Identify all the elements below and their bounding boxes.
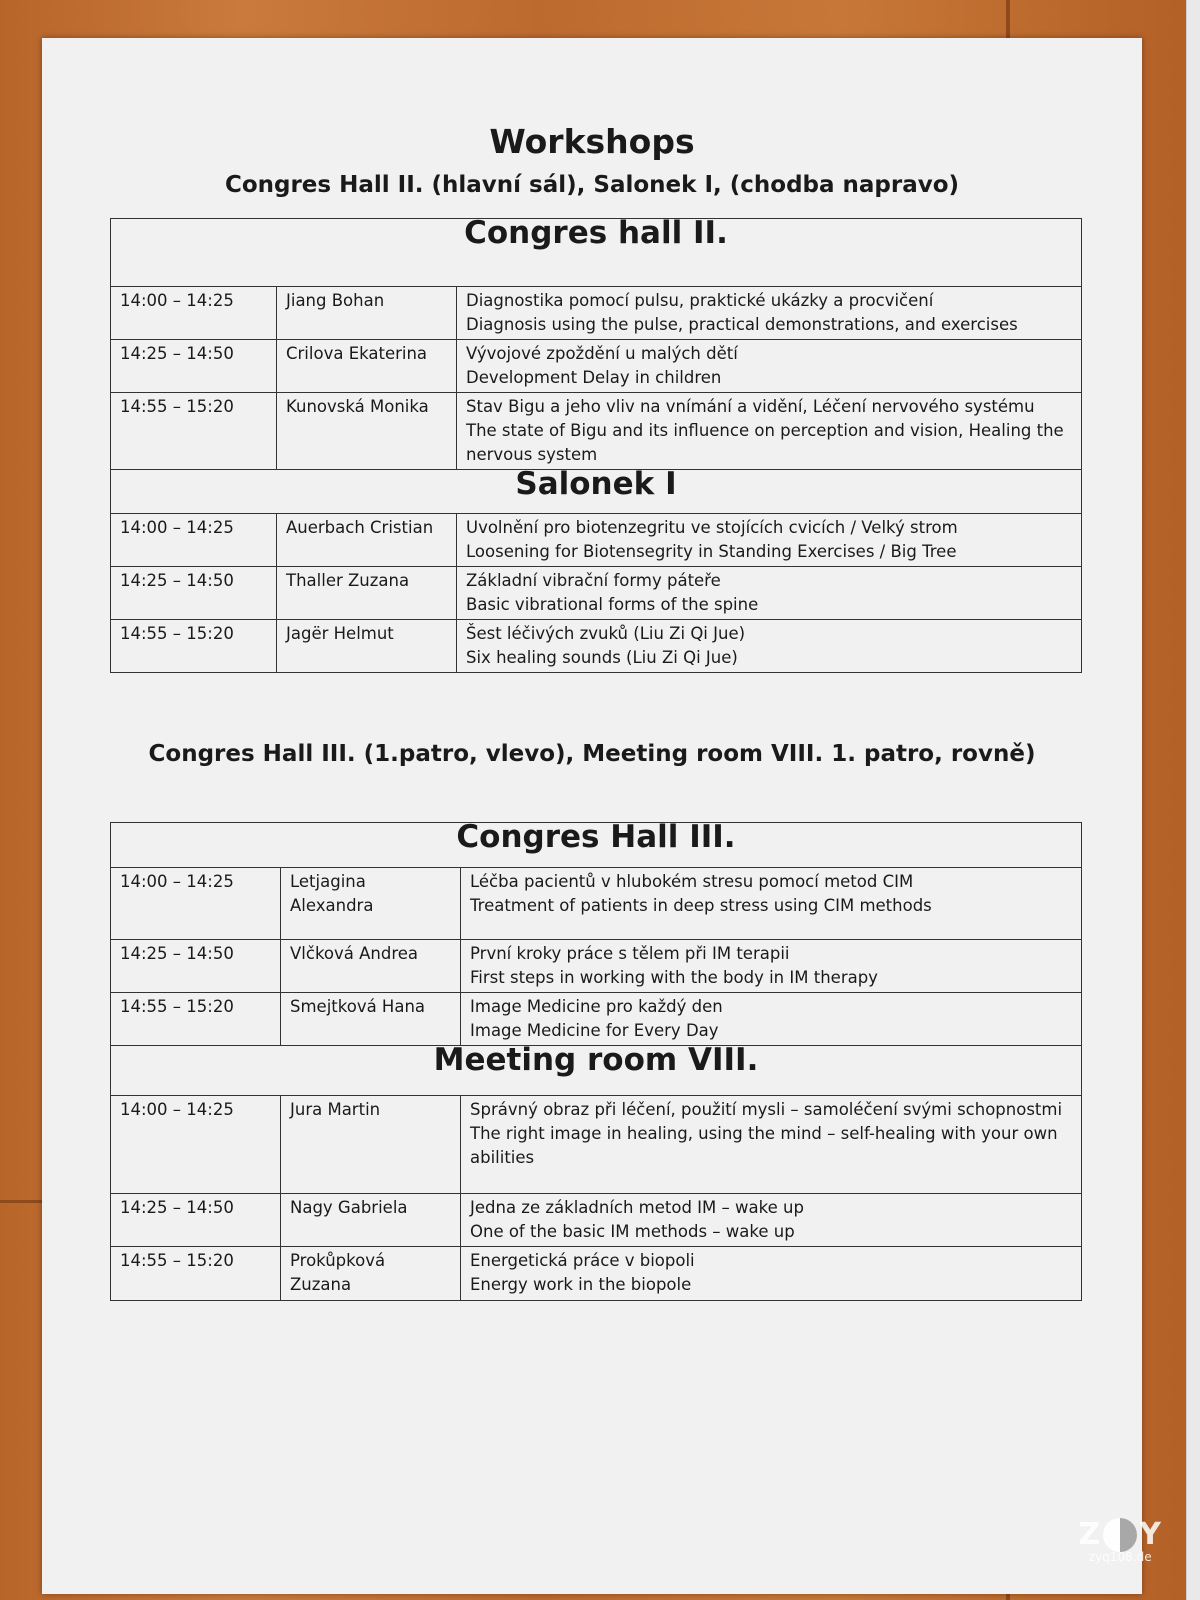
topic-cz: Šest léčivých zvuků (Liu Zi Qi Jue)	[466, 624, 746, 643]
table-row	[111, 287, 1082, 340]
topic-cell	[461, 868, 1082, 940]
topic-cell	[457, 567, 1082, 620]
topic-cell	[461, 940, 1082, 993]
poster-sheet	[42, 38, 1142, 1594]
table-row	[111, 340, 1082, 393]
topic-en: The right image in healing, using the mind – self-healing with your own abilities	[470, 1124, 1058, 1167]
topic-en: Basic vibrational forms of the spine	[466, 595, 759, 614]
presenter-cell: Vlčková Andrea	[281, 940, 461, 993]
table-row	[111, 1194, 1082, 1247]
venue-subtitle-2: Congres Hall III. (1.patro, vlevo), Meeting room VIII. 1. patro, rovně)	[148, 741, 1036, 767]
hall-header: Congres hall II.	[111, 219, 1082, 287]
topic-cell	[457, 340, 1082, 393]
wood-board-seam	[0, 1200, 48, 1203]
time-cell: 14:25 – 14:50	[111, 340, 277, 393]
topic-cell	[457, 287, 1082, 340]
presenter-cell: Nagy Gabriela	[281, 1194, 461, 1247]
topic-en: Six healing sounds (Liu Zi Qi Jue)	[466, 648, 738, 667]
table-row	[111, 514, 1082, 567]
time-cell: 14:55 – 15:20	[111, 620, 277, 673]
topic-cz: Vývojové zpoždění u malých dětí	[466, 344, 738, 363]
watermark	[1079, 1517, 1163, 1565]
hall-header: Congres Hall III.	[111, 823, 1082, 868]
presenter-cell: Kunovská Monika	[277, 393, 457, 470]
table-row	[111, 940, 1082, 993]
topic-en: First steps in working with the body in IM therapy	[470, 968, 878, 987]
topic-en: Development Delay in children	[466, 368, 722, 387]
presenter-cell: Letjagina Alexandra	[281, 868, 461, 940]
table-row	[111, 620, 1082, 673]
topic-cz: Uvolnění pro biotenzegritu ve stojících cvicích / Velký strom	[466, 518, 958, 537]
table-row	[111, 868, 1082, 940]
topic-cz: První kroky práce s tělem při IM terapii	[470, 944, 790, 963]
topic-cz: Image Medicine pro každý den	[470, 997, 723, 1016]
topic-cz: Diagnostika pomocí pulsu, praktické ukázky a procvičení	[466, 291, 934, 310]
presenter-cell: Jura Martin	[281, 1096, 461, 1194]
table-row	[111, 393, 1082, 470]
adjacent-paper-edge	[1186, 0, 1200, 1600]
topic-cz: Léčba pacientů v hlubokém stresu pomocí metod CIM	[470, 872, 914, 891]
topic-en: Energy work in the biopole	[470, 1275, 692, 1294]
topic-en: Loosening for Biotensegrity in Standing Exercises / Big Tree	[466, 542, 957, 561]
topic-cell	[461, 1194, 1082, 1247]
time-cell: 14:00 – 14:25	[111, 868, 281, 940]
topic-cell	[461, 1247, 1082, 1301]
topic-cell	[457, 514, 1082, 567]
schedule-table-2	[110, 819, 1082, 1301]
poster-title: Workshops	[489, 122, 695, 161]
topic-cz: Energetická práce v biopoli	[470, 1251, 695, 1270]
time-cell: 14:55 – 15:20	[111, 1247, 281, 1301]
presenter-cell: Jagër Helmut	[277, 620, 457, 673]
topic-cell	[457, 393, 1082, 470]
watermark-letter: Z	[1078, 1516, 1102, 1552]
presenter-cell: Thaller Zuzana	[277, 567, 457, 620]
time-cell: 14:00 – 14:25	[111, 514, 277, 567]
presenter-cell: Prokůpková Zuzana	[281, 1247, 461, 1301]
topic-en: Image Medicine for Every Day	[470, 1021, 719, 1040]
time-cell: 14:25 – 14:50	[111, 940, 281, 993]
presenter-cell: Auerbach Cristian	[277, 514, 457, 567]
hall-header: Meeting room VIII.	[111, 1046, 1082, 1096]
yin-yang-icon	[1103, 1518, 1137, 1552]
presenter-cell: Crilova Ekaterina	[277, 340, 457, 393]
topic-cz: Stav Bigu a jeho vliv na vnímání a vidění, Léčení nervového systému	[466, 397, 1035, 416]
watermark-letter: Y	[1139, 1516, 1162, 1552]
time-cell: 14:55 – 15:20	[111, 993, 281, 1046]
presenter-cell: Smejtková Hana	[281, 993, 461, 1046]
topic-cell	[457, 620, 1082, 673]
topic-cz: Základní vibrační formy páteře	[466, 571, 721, 590]
table-row	[111, 1096, 1082, 1194]
presenter-cell: Jiang Bohan	[277, 287, 457, 340]
topic-en: The state of Bigu and its influence on perception and vision, Healing the nervous system	[466, 421, 1064, 464]
topic-en: Diagnosis using the pulse, practical demonstrations, and exercises	[466, 315, 1018, 334]
venue-subtitle-1: Congres Hall II. (hlavní sál), Salonek I, (chodba napravo)	[224, 172, 960, 198]
topic-cz: Správný obraz při léčení, použití mysli – samoléčení svými schopnostmi	[470, 1100, 1063, 1119]
topic-en: One of the basic IM methods – wake up	[470, 1222, 795, 1241]
time-cell: 14:25 – 14:50	[111, 1194, 281, 1247]
topic-cz: Jedna ze základních metod IM – wake up	[470, 1198, 804, 1217]
time-cell: 14:00 – 14:25	[111, 287, 277, 340]
watermark-logo	[1079, 1517, 1163, 1553]
schedule-table-1	[110, 215, 1082, 673]
table-row	[111, 993, 1082, 1046]
time-cell: 14:00 – 14:25	[111, 1096, 281, 1194]
time-cell: 14:25 – 14:50	[111, 567, 277, 620]
hall-header: Salonek I	[111, 470, 1082, 514]
topic-cell	[461, 993, 1082, 1046]
topic-cell	[461, 1096, 1082, 1194]
table-row	[111, 1247, 1082, 1301]
topic-en: Treatment of patients in deep stress using CIM methods	[470, 896, 932, 915]
table-row	[111, 567, 1082, 620]
time-cell: 14:55 – 15:20	[111, 393, 277, 470]
watermark-url: zyq108.de	[1088, 1550, 1152, 1564]
